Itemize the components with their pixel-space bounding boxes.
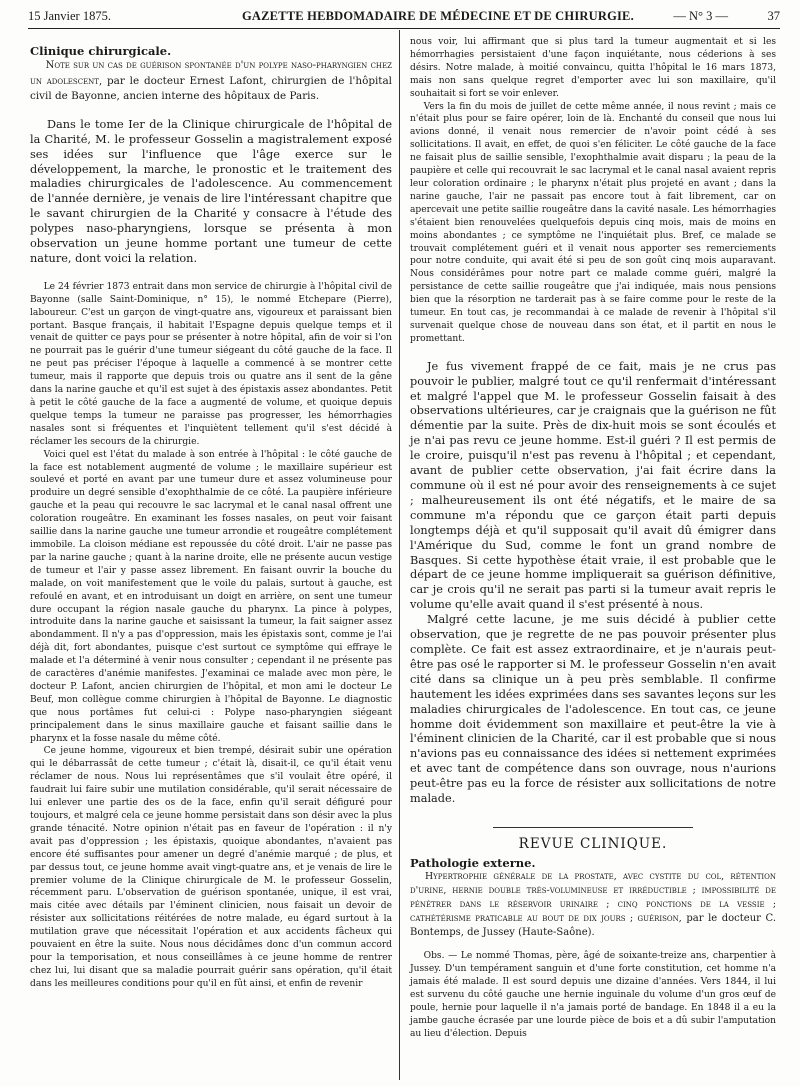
article-title-caps: Note sur un cas de guérison spontanée d'un polype naso-pharyngien chez un adolescent,: [30, 60, 392, 87]
article-title: [30, 58, 392, 104]
section-title: Clinique chirurgicale.: [30, 44, 172, 58]
body-paragraph: Vers la fin du mois de juillet de cette même année, il nous revint ; mais ce n'était plus pour se faire opérer, loin de là. Enchanté du conseil que nous lui avions donné, il venait nous remercier de n'avoir point cédé à ses sollicitations. Il avait, en effet, de quoi s'en féliciter. Le côté gauche de la face ne faisait plus de saillie sensible, l'exophthalmie avait disparu ; la peau de la paupière et celle qui recouvrait le sac lacrymal et le canal nasal avaient repris leur coloration ordinaire ; le pharynx n'était plus projeté en avant ; dans la narine gauche, l'air ne passait pas encore tout à fait librement, car on apercevait une petite saillie rougeâtre dans la cavité nasale. Les hémorrhagies s'étaient bien renouvelées quelquefois depuis cinq mois, mais de moins en moins abondantes ; ce symptôme ne l'inquiétait plus. Bref, ce malade se trouvait complétement guéri et il venait nous apporter ses remerciements pour notre conduite, qui avait été si peu de son goût cinq mois auparavant. Nous considérâmes pour notre part ce malade comme guéri, malgré la persistance de cette saillie rougeâtre que j'ai indiquée, mais nous pensions bien que la résorption ne tarderait pas à se faire comme pour le reste de la tumeur. En tout cas, je recommandai à ce malade de revenir à l'hôpital s'il survenait quelque chose de nouveau dans son état, et il partit en nous le promettant.: [410, 101, 776, 344]
body-paragraph: nous voir, lui affirmant que si plus tard la tumeur augmentait et si les hémorrhagies persistaient d'une façon inquiétante, nous céderions à ses désirs. Notre malade, à moitié convaincu, quitta l'hôpital le 16 mars 1873, mais non sans quelque regret d'emporter avec lui son maxillaire, qu'il souhaitait si fort se voir enlever.: [410, 37, 776, 99]
case-title: [410, 870, 776, 940]
observation-paragraph: Obs. — Le nommé Thomas, père, âgé de soixante-treize ans, charpentier à Jussey. D'un tempérament sanguin et d'une forte constitution, cet homme n'a jamais été malade. Il est sourd depuis une dizaine d'années. Vers 1844, il lui est survenu du côté gauche une hernie inguinale du volume d'un gros œuf de poule, hernie pour laquelle il n'a jamais porté de bandage. En 1848 il a eu la jambe gauche écrasée par une lourde pièce de bois et a dû subir l'amputation au lieu d'élection. Depuis: [410, 951, 776, 1039]
subsection-title: Pathologie externe.: [410, 855, 536, 870]
body-paragraph: Ce jeune homme, vigoureux et bien trempé, désirait subir une opération qui le débarrassât de cette tumeur ; c'était là, disait-il, ce qu'il était venu réclamer de nous. Nous lui représentâmes que s'il voulait être opéré, il faudrait lui faire subir une mutilation considérable, qu'il serait nécessaire de lui enlever une partie des os de la face, enfin qu'il serait défiguré pour toujours, et malgré cela ce jeune homme persistait dans son désir avec la plus grande ténacité. Notre opinion n'était pas en faveur de l'opération : il n'y avait pas d'oppression ; les épistaxis, quoique abondantes, n'avaient pas encore été suffisantes pour amener un degré d'anémie marqué ; de plus, et par dessus tout, ce jeune homme avait vingt-quatre ans, et je venais de lire le premier volume de la Clinique chirurgicale de M. le professeur Gosselin, récemment paru. L'observation de guérison spontanée, unique, il est vrai, mais citée avec détails par l'éminent clinicien, nous faisait un devoir de résister aux sollicitations réitérées de notre malade, eu égard surtout à la mutilation grave que nécessitait l'opération et aux accidents fâcheux qui pouvaient en être la suite. Nous nous décidâmes donc d'un commun accord pour la temporisation, et nous conseillâmes à ce jeune homme de rentrer chez lui, lui disant que sa maladie pourrait guérir sans opération, qu'il était dans les meilleures conditions pour qu'il en fût ainsi, et enfin de revenir: [30, 746, 392, 989]
header-rule: [28, 28, 780, 29]
body-paragraph: Voici quel est l'état du malade à son entrée à l'hôpital : le côté gauche de la face est notablement augmenté de volume ; le maxillaire supérieur est soulevé et porté en avant par une tumeur dure et assez volumineuse pour produire un degré sensible d'exophthalmie de ce côté. La paupière inférieure gauche et la peau qui recouvre le sac lacrymal et le canal nasal offrent une coloration rougeâtre. En examinant les fosses nasales, on peut voir faisant saillie dans la narine gauche une tumeur arrondie et rougeâtre complétement immobile. La cloison médiane est repoussée du côté droit. L'air ne passe pas par la narine gauche ; quant à la narine droite, elle ne présente aucun vestige de tumeur et l'air y passe assez librement. En faisant ouvrir la bouche du malade, on voit manifestement que le voile du palais, surtout à gauche, est refoulé en avant, et en introduisant un doigt en arrière, on sent une tumeur dure occupant la région nasale gauche du pharynx. La pince à polypes, introduite dans la narine gauche et saisissant la tumeur, la fait saigner assez abondamment. Il n'y a pas d'oppression, mais les épistaxis sont, comme je l'ai déjà dit, fort abondantes, puisque c'est surtout ce symptôme qui effraye le malade et l'a déterminé à venir nous consulter ; cependant il ne présente pas de caractères d'anémie manifestes. J'examinai ce malade avec mon père, le docteur P. Lafont, ancien chirurgien de l'hôpital, et mon ami le docteur Le Beuf, mon collègue comme chirurgien à l'hôpital de Bayonne. Le diagnostic que nous portâmes fut celui-ci : Polype naso-pharyngien siégeant principalement dans le sinus maxillaire gauche et faisant saillie dans le pharynx et la fosse nasale du même côté.: [30, 449, 392, 744]
page-header: [28, 6, 780, 28]
right-column: [410, 36, 776, 1041]
case-title-author: par le docteur C. Bontemps, de Jussey (Haute-Saône).: [410, 913, 776, 939]
revue-clinique-title: REVUE CLINIQUE.: [493, 827, 693, 852]
column-divider: [399, 30, 400, 1080]
issue-number: — N° 3 —: [673, 9, 728, 23]
issue-date: 15 Janvier 1875.: [28, 9, 111, 23]
journal-title: GAZETTE HEBDOMADAIRE DE MÉDECINE ET DE CHIRURGIE.: [242, 9, 634, 23]
body-paragraph: Je fus vivement frappé de ce fait, mais je ne crus pas pouvoir le publier, malgré tout ce qu'il renfermait d'intéressant et malgré l'appel que M. le professeur Gosselin faisait à des observations ultérieures, car je craignais que la guérison ne fût démentie par la suite. Près de dix-huit mois se sont écoulés et je n'ai pas revu ce jeune homme. Est-il guéri ? Il est permis de le croire, puisqu'il n'est pas revenu à l'hôpital ; et cependant, avant de publier cette observation, j'ai fait écrire dans la commune où il est né pour avoir des renseignements à ce sujet ; malheureusement ils ont été négatifs, et le maire de sa commune m'a répondu que ce garçon était parti depuis longtemps déjà et qu'il supposait qu'il avait dû émigrer dans l'Amérique du Sud, comme le font un grand nombre de Basques. Si cette hypothèse était vraie, il est probable que le départ de ce jeune homme impliquerait sa guérison définitive, car je crois qu'il ne serait pas parti si la tumeur avait repris le volume qu'elle avait quand il s'est présenté à nous.: [410, 359, 776, 612]
page-number: 37: [767, 9, 780, 23]
body-paragraph: Malgré cette lacune, je me suis décidé à publier cette observation, que je regrette de ne pas pouvoir présenter plus complète. Ce fait est assez extraordinaire, et je n'aurais peut-être pas osé le rapporter si M. le professeur Gosselin n'en avait cité dans sa clinique un à peu près semblable. Il confirme hautement les idées exprimées dans ses savantes leçons sur les maladies chirurgicales de l'adolescence. En tout cas, ce jeune homme doit évidemment son maxillaire et peut-être la vie à l'éminent clinicien de la Charité, car il est probable que si nous n'avions pas eu connaissance des idées si nettement exprimées et avec tant de compétence dans son ouvrage, nous n'aurions peut-être pas eu la force de résister aux sollicitations de notre malade.: [410, 613, 776, 806]
left-column: [30, 44, 392, 991]
intro-paragraph: Dans le tome Ier de la Clinique chirurgicale de l'hôpital de la Charité, M. le professeur Gosselin a magistralement exposé ses idées sur l'influence que l'âge exerce sur le développement, la marche, le pronostic et le traitement des maladies chirurgicales de l'adolescence. Au commencement de l'année dernière, je venais de lire l'intéressant chapitre que le savant chirurgien de la Charité y consacre à l'étude des polypes naso-pharyngiens, lorsque se présenta à mon observation un jeune homme portant une tumeur de cette nature, dont voici la relation.: [30, 117, 392, 265]
case-title-caps: Hypertrophie générale de la prostate, avec cystite du col, rétention d'urine, hernie double très-volumineuse et irréductible ; impossibilité de pénétrer dans le réservoir urinaire ; cinq ponctions de la vessie ; cathétérisme praticable au bout de dix jours ; guérison,: [410, 870, 776, 925]
article-title-author: par le docteur Ernest Lafont, chirurgien de l'hôpital civil de Bayonne, ancien interne des hôpitaux de Paris.: [30, 74, 392, 103]
body-paragraph: Le 24 février 1873 entrait dans mon service de chirurgie à l'hôpital civil de Bayonne (salle Saint-Dominique, n° 15), le nommé Etchepare (Pierre), laboureur. C'est un garçon de vingt-quatre ans, vigoureux et paraissant bien portant. Basque français, il habitait l'Espagne depuis quelque temps et il venait de quitter ce pays pour se présenter à notre hôpital, afin de voir si l'on ne pourrait pas le guérir d'une tumeur siégeant du côté gauche de la face. Il ne peut pas préciser l'époque à laquelle a commencé à se montrer cette tumeur, mais il rapporte que depuis trois ou quatre ans il sent de la gêne dans la narine gauche et qu'il est sujet à des épistaxis assez abondantes. Petit à petit le côté gauche de la face a augmenté de volume, et quoique depuis quelque temps la tumeur ne paraisse pas progresser, les hémorrhagies nasales sont si fréquentes et l'inquiètent tellement qu'il s'est décidé à réclamer les secours de la chirurgie.: [30, 281, 392, 447]
